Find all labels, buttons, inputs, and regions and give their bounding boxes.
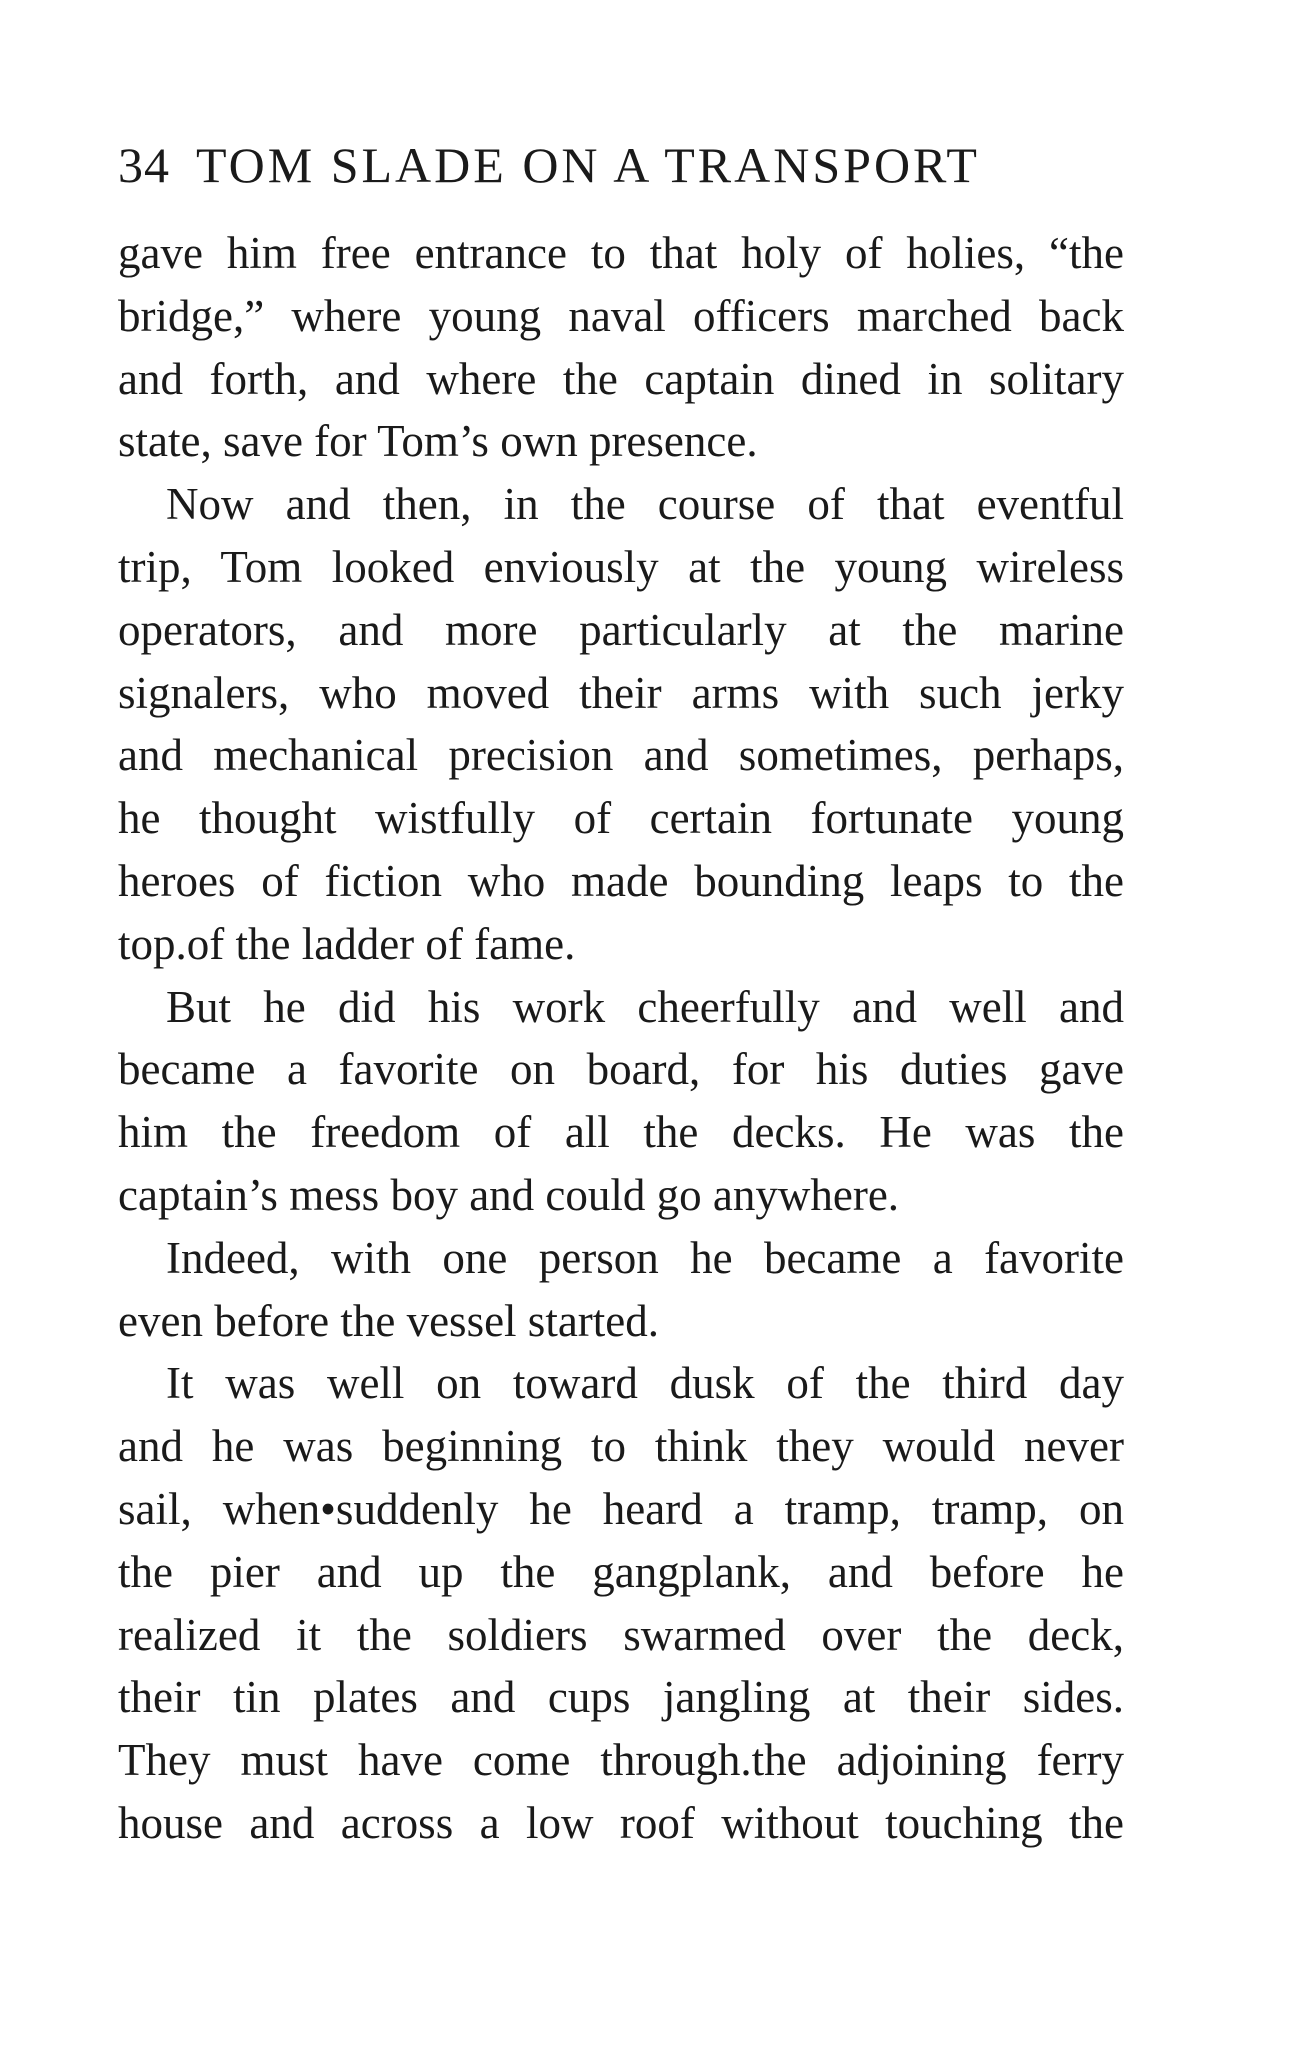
text-line: operators, and more particularly at the marine xyxy=(118,604,1124,655)
text-line: bridge,” where young naval officers marched back xyxy=(118,290,1124,341)
text-line: realized it the soldiers swarmed over the deck, xyxy=(118,1609,1124,1660)
text-line: state, save for Tom’s own presence. xyxy=(118,416,758,467)
text-line: their tin plates and cups jangling at their sides. xyxy=(118,1672,1124,1723)
text-line: even before the vessel started. xyxy=(118,1295,660,1346)
paragraph xyxy=(118,1227,1124,1353)
text-line: Now and then, in the course of that eventful xyxy=(166,479,1124,530)
paragraph xyxy=(118,473,1124,975)
paragraph xyxy=(118,976,1124,1227)
text-line: gave him free entrance to that holy of holies, “the xyxy=(118,228,1124,278)
text-line: became a favorite on board, for his duties gave xyxy=(118,1044,1124,1095)
book-title: TOM SLADE ON A TRANSPORT xyxy=(196,137,980,193)
text-line: It was well on toward dusk of the third day xyxy=(166,1358,1124,1409)
text-line: house and across a low roof without touching the xyxy=(118,1797,1124,1848)
page-number: 34 xyxy=(118,137,170,193)
text-line: They must have come through.the adjoining ferry xyxy=(118,1735,1124,1786)
body-text xyxy=(118,222,1124,1855)
text-line: and mechanical precision and sometimes, perhaps, xyxy=(118,730,1124,781)
running-head xyxy=(118,135,1128,195)
text-line: captain’s mess boy and could go anywhere. xyxy=(118,1169,900,1220)
text-line: the pier and up the gangplank, and before he xyxy=(118,1546,1124,1597)
text-line: him the freedom of all the decks. He was the xyxy=(118,1107,1124,1158)
text-line: Indeed, with one person he became a favorite xyxy=(166,1232,1124,1283)
text-line: heroes of fiction who made bounding leaps to the xyxy=(118,855,1124,906)
paragraph xyxy=(118,222,1124,473)
text-line: sail, when•suddenly he heard a tramp, tramp, on xyxy=(118,1483,1124,1534)
text-line: and forth, and where the captain dined in solitary xyxy=(118,353,1124,404)
paragraph xyxy=(118,1352,1124,1854)
text-line: signalers, who moved their arms with such jerky xyxy=(118,667,1124,718)
text-line: top.of the ladder of fame. xyxy=(118,918,576,969)
text-line: But he did his work cheerfully and well and xyxy=(166,981,1124,1032)
text-line: he thought wistfully of certain fortunate young xyxy=(118,793,1124,844)
text-line: and he was beginning to think they would never xyxy=(118,1421,1124,1472)
text-line: trip, Tom looked enviously at the young wireless xyxy=(118,541,1124,592)
